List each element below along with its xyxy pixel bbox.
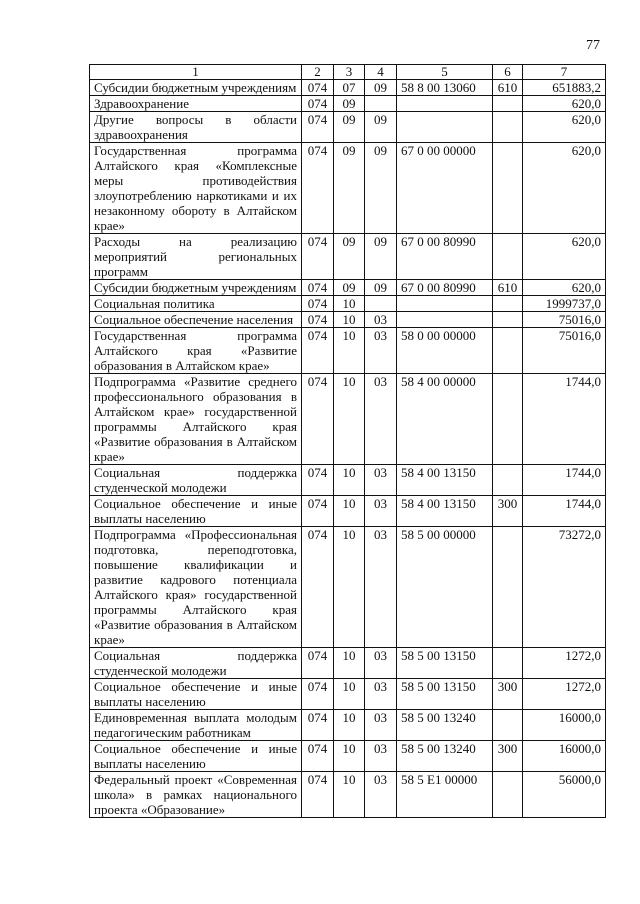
row-expense-type [493,772,523,818]
row-amount: 73272,0 [523,527,606,648]
row-subsection-code: 03 [365,772,397,818]
row-admin-code: 074 [302,328,334,374]
row-name: Социальное обеспечение и иные выплаты населению [90,496,302,527]
row-section-code: 10 [334,312,365,328]
row-section-code: 10 [334,741,365,772]
row-name: Подпрограмма «Развитие среднего профессионального образования в Алтайском крае» государственной программы Алтайского края «Развитие образования в Алтайском крае» [90,374,302,465]
row-amount: 620,0 [523,280,606,296]
table-row [90,648,606,679]
row-amount: 1272,0 [523,679,606,710]
table-row [90,679,606,710]
row-admin-code: 074 [302,741,334,772]
row-admin-code: 074 [302,112,334,143]
row-amount: 56000,0 [523,772,606,818]
row-amount: 620,0 [523,96,606,112]
row-subsection-code: 09 [365,280,397,296]
row-name: Социальная поддержка студенческой молодежи [90,648,302,679]
row-amount: 651883,2 [523,80,606,96]
row-admin-code: 074 [302,234,334,280]
row-section-code: 09 [334,112,365,143]
row-section-code: 10 [334,328,365,374]
row-subsection-code: 03 [365,679,397,710]
row-name: Государственная программа Алтайского края «Развитие образования в Алтайском крае» [90,328,302,374]
row-amount: 16000,0 [523,710,606,741]
row-expense-type [493,312,523,328]
row-admin-code: 074 [302,96,334,112]
row-name: Социальная поддержка студенческой молодежи [90,465,302,496]
row-admin-code: 074 [302,80,334,96]
row-expense-type [493,710,523,741]
row-target-code [397,96,493,112]
row-subsection-code: 03 [365,496,397,527]
table-row [90,280,606,296]
row-target-code: 58 5 00 13240 [397,710,493,741]
row-amount: 620,0 [523,143,606,234]
row-expense-type [493,527,523,648]
header-col-7: 7 [523,65,606,80]
row-subsection-code: 03 [365,328,397,374]
row-expense-type: 610 [493,80,523,96]
row-admin-code: 074 [302,679,334,710]
row-subsection-code: 03 [365,465,397,496]
row-name: Социальное обеспечение и иные выплаты населению [90,679,302,710]
row-expense-type [493,648,523,679]
row-admin-code: 074 [302,710,334,741]
row-target-code: 67 0 00 80990 [397,234,493,280]
table-row [90,374,606,465]
table-row [90,80,606,96]
row-admin-code: 074 [302,312,334,328]
row-subsection-code: 09 [365,234,397,280]
row-section-code: 09 [334,280,365,296]
row-expense-type: 300 [493,496,523,527]
row-admin-code: 074 [302,648,334,679]
row-subsection-code: 09 [365,143,397,234]
row-subsection-code: 09 [365,112,397,143]
header-col-1: 1 [90,65,302,80]
row-section-code: 09 [334,143,365,234]
row-name: Субсидии бюджетным учреждениям [90,80,302,96]
row-section-code: 07 [334,80,365,96]
row-section-code: 10 [334,527,365,648]
table-row [90,741,606,772]
table-row [90,328,606,374]
budget-table [89,64,606,818]
row-target-code: 58 5 00 00000 [397,527,493,648]
row-section-code: 10 [334,296,365,312]
row-amount: 620,0 [523,234,606,280]
row-admin-code: 074 [302,527,334,648]
row-subsection-code: 03 [365,374,397,465]
row-subsection-code: 03 [365,312,397,328]
row-target-code [397,296,493,312]
row-target-code [397,112,493,143]
row-name: Расходы на реализацию мероприятий региональных программ [90,234,302,280]
row-name: Подпрограмма «Профессиональная подготовка, переподготовка, повышение квалификации и развитие кадрового потенциала Алтайского края» государственной программы Алтайского края «Развитие образования в Алтайском крае» [90,527,302,648]
row-amount: 1272,0 [523,648,606,679]
row-name: Государственная программа Алтайского края «Комплексные меры противодействия злоупотреблению наркотиками и их незаконному обороту в Алтайском крае» [90,143,302,234]
row-subsection-code [365,96,397,112]
row-subsection-code: 03 [365,710,397,741]
row-section-code: 10 [334,679,365,710]
row-expense-type: 300 [493,741,523,772]
row-target-code: 58 5 00 13150 [397,648,493,679]
row-section-code: 10 [334,710,365,741]
row-expense-type [493,374,523,465]
table-row [90,312,606,328]
row-admin-code: 074 [302,296,334,312]
row-target-code: 58 0 00 00000 [397,328,493,374]
row-amount: 16000,0 [523,741,606,772]
row-amount: 75016,0 [523,328,606,374]
table-header-row [90,65,606,80]
row-amount: 620,0 [523,112,606,143]
row-amount: 1999737,0 [523,296,606,312]
row-target-code: 58 4 00 13150 [397,496,493,527]
table-row [90,112,606,143]
row-expense-type [493,465,523,496]
row-subsection-code: 03 [365,527,397,648]
page-number: 77 [586,38,600,53]
table-row [90,96,606,112]
row-section-code: 10 [334,374,365,465]
row-expense-type: 300 [493,679,523,710]
row-name: Другие вопросы в области здравоохранения [90,112,302,143]
row-amount: 1744,0 [523,496,606,527]
row-target-code: 58 5 00 13240 [397,741,493,772]
row-name: Социальное обеспечение населения [90,312,302,328]
row-name: Социальная политика [90,296,302,312]
row-subsection-code [365,296,397,312]
row-name: Субсидии бюджетным учреждениям [90,280,302,296]
row-section-code: 10 [334,772,365,818]
row-admin-code: 074 [302,772,334,818]
table-row [90,234,606,280]
row-expense-type [493,328,523,374]
header-col-4: 4 [365,65,397,80]
row-target-code: 58 4 00 00000 [397,374,493,465]
row-expense-type [493,296,523,312]
row-admin-code: 074 [302,374,334,465]
row-amount: 1744,0 [523,374,606,465]
row-section-code: 10 [334,496,365,527]
header-col-5: 5 [397,65,493,80]
table-row [90,465,606,496]
row-section-code: 10 [334,465,365,496]
table-row [90,496,606,527]
table-row [90,143,606,234]
row-name: Здравоохранение [90,96,302,112]
row-target-code: 58 4 00 13150 [397,465,493,496]
table-row [90,527,606,648]
row-expense-type [493,234,523,280]
row-target-code: 58 8 00 13060 [397,80,493,96]
row-expense-type [493,112,523,143]
row-subsection-code: 09 [365,80,397,96]
row-expense-type [493,143,523,234]
header-col-2: 2 [302,65,334,80]
row-name: Федеральный проект «Современная школа» в рамках национального проекта «Образование» [90,772,302,818]
row-target-code: 58 5 00 13150 [397,679,493,710]
row-target-code [397,312,493,328]
row-expense-type: 610 [493,280,523,296]
row-admin-code: 074 [302,465,334,496]
row-target-code: 67 0 00 80990 [397,280,493,296]
row-admin-code: 074 [302,143,334,234]
row-name: Единовременная выплата молодым педагогическим работникам [90,710,302,741]
row-expense-type [493,96,523,112]
header-col-6: 6 [493,65,523,80]
table-row [90,710,606,741]
row-subsection-code: 03 [365,648,397,679]
row-section-code: 09 [334,234,365,280]
row-name: Социальное обеспечение и иные выплаты населению [90,741,302,772]
table-row [90,772,606,818]
row-admin-code: 074 [302,280,334,296]
row-target-code: 67 0 00 00000 [397,143,493,234]
table-row [90,296,606,312]
header-col-3: 3 [334,65,365,80]
row-target-code: 58 5 E1 00000 [397,772,493,818]
row-admin-code: 074 [302,496,334,527]
row-amount: 1744,0 [523,465,606,496]
row-subsection-code: 03 [365,741,397,772]
row-section-code: 10 [334,648,365,679]
row-amount: 75016,0 [523,312,606,328]
row-section-code: 09 [334,96,365,112]
